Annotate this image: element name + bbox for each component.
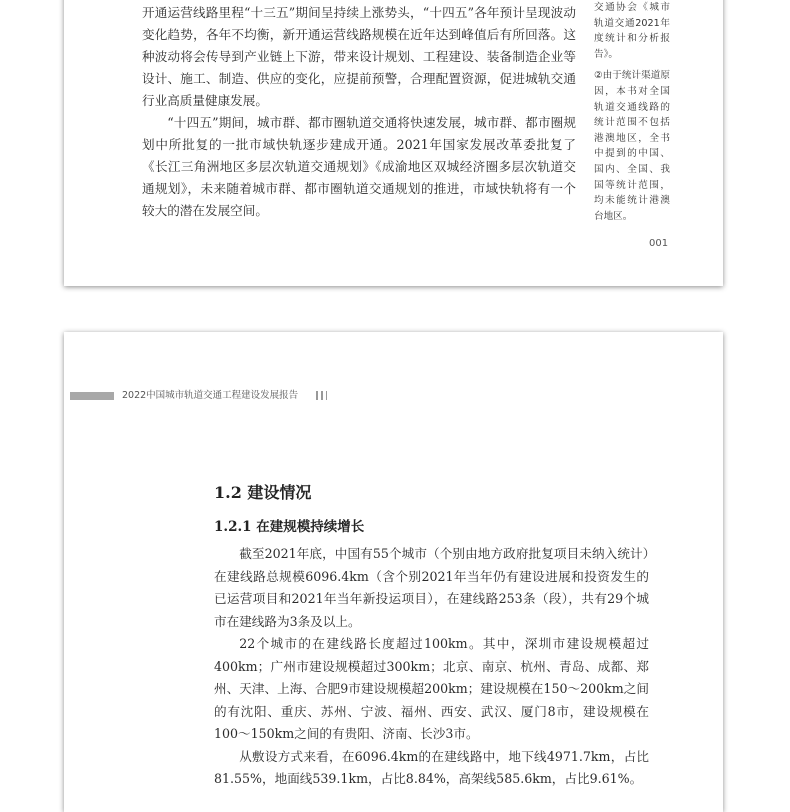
header-mark [321, 391, 323, 400]
section-title: 1.2 建设情况 [214, 483, 312, 502]
page2-body [214, 543, 649, 791]
paragraph: 开通运营线路里程“十三五”期间呈持续上涨势头，“十四五”各年预计呈现波动变化趋势，各年不均衡，新开通运营线路规模在近年达到峰值后有所回落。这种波动将会传导到产业链上下游，带来设计规划、工程建设、装备制造企业等设计、施工、制造、供应的变化，应提前预警，合理配置资源，促进城轨交通行业高质量健康发展。 [142, 5, 576, 108]
book-page-top [64, 0, 723, 286]
paragraph: 截至2021年底，中国有55个城市（个别由地方政府批复项目未纳入统计）在建线路总规模6096.4km（含个别2021年当年仍有建设进展和投资发生的已运营项目和2021年当年新投运项目），在建线路253条（段），共有29个城市在建线路为3条及以上。 [214, 546, 649, 629]
page-number: 001 [649, 238, 669, 249]
running-header: 2022中国城市轨道交通工程建设发展报告 [122, 390, 299, 401]
side-notes [594, 0, 670, 224]
paragraph: “十四五”期间，城市群、都市圈轨道交通将快速发展，城市群、都市圈规划中所批复的一批市域快轨逐步建成开通。2021年国家发展改革委批复了《长江三角洲地区多层次轨道交通规划》《成渝地区双城经济圈多层次轨道交通规划》，未来随着城市群、都市圈轨道交通规划的推进，市域快轨将有一个较大的潜在发展空间。 [142, 115, 576, 218]
header-mark [316, 391, 318, 400]
header-mark [326, 391, 327, 400]
page1-body [142, 2, 576, 222]
header-bar [70, 392, 114, 400]
paragraph: 从敷设方式来看，在6096.4km的在建线路中，地下线4971.7km，占比81.55%，地面线539.1km，占比8.84%，高架线585.6km，占比9.61%。 [214, 748, 649, 786]
side-note: ②由于统计渠道原因，本书对全国轨道交通线路的统计范围不包括港澳地区，全书中提到的中国、国内、全国、我国等统计范围，均未能统计港澳台地区。 [594, 70, 670, 222]
side-note: 交通协会《城市轨道交通2021年度统计和分析报告》。 [594, 2, 670, 60]
paragraph: 22个城市的在建线路长度超过100km。其中，深圳市建设规模超过400km；广州市建设规模超过300km；北京、南京、杭州、青岛、成都、郑州、天津、上海、合肥9市建设规模超200km；建设规模在150～200km之间的有沈阳、重庆、苏州、宁波、福州、西安、武汉、厦门8市，建设规模在100～150km之间的有贵阳、济南、长沙3市。 [214, 636, 649, 741]
book-page-bottom [64, 332, 723, 812]
subsection-title: 1.2.1 在建规模持续增长 [214, 519, 365, 535]
